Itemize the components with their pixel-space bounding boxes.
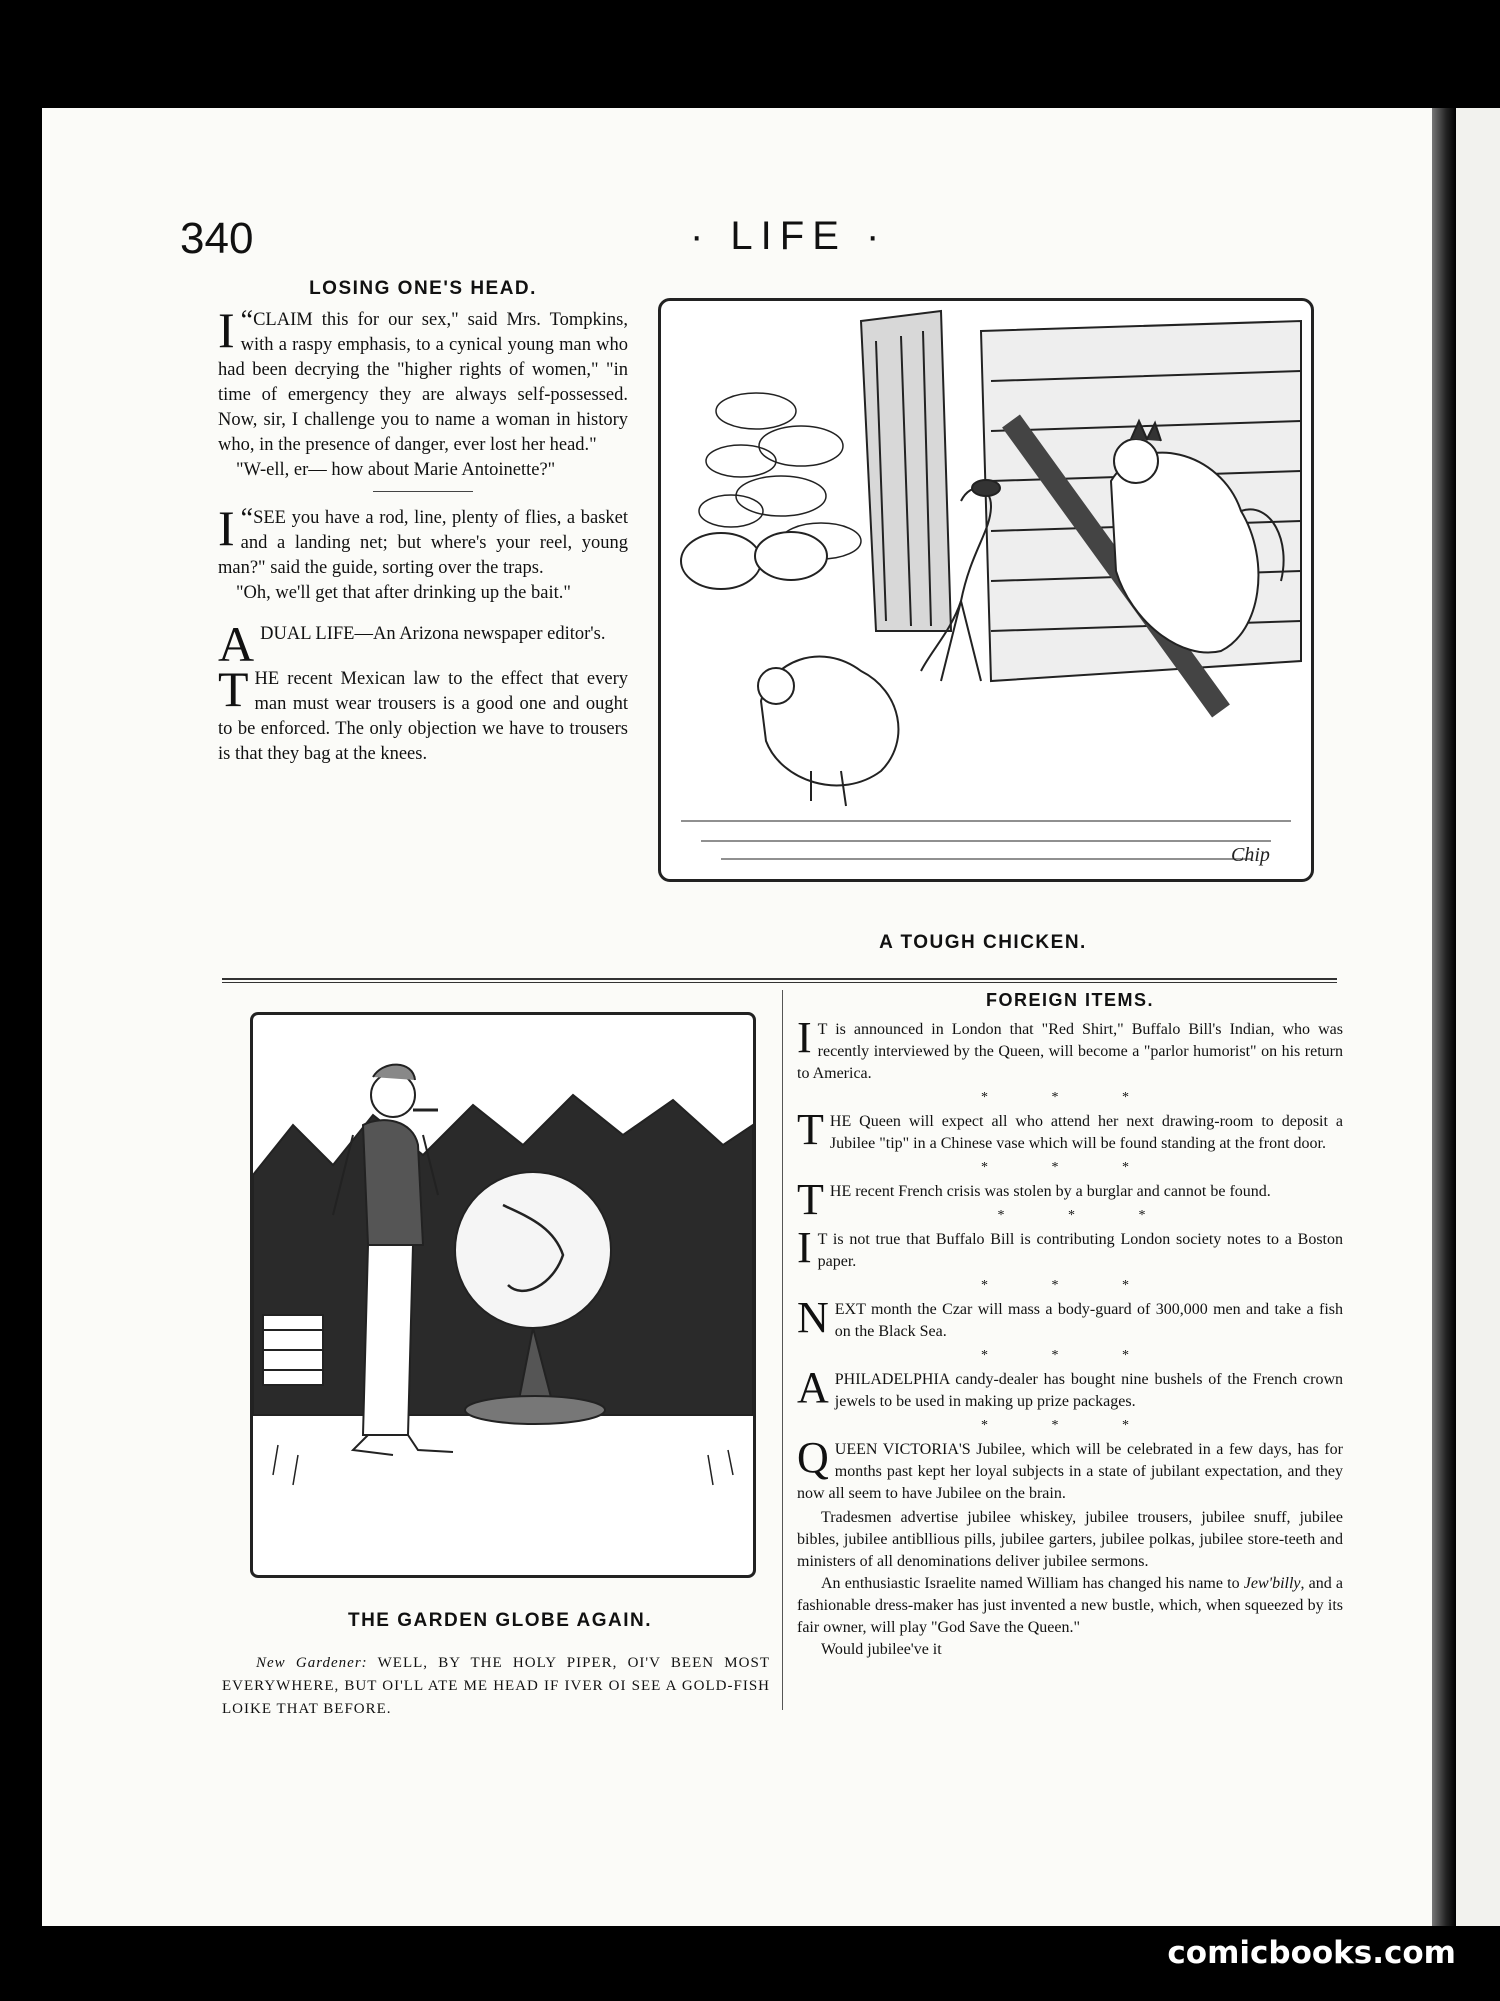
jewbilly-name: Jew'billy xyxy=(1243,1575,1301,1592)
column-divider xyxy=(782,990,783,1710)
drop-cap: N xyxy=(797,1293,829,1342)
artist-signature: Chip xyxy=(1231,844,1270,866)
open-quote: “ xyxy=(240,503,254,534)
foreign-items-list xyxy=(797,1013,1344,1661)
section-divider xyxy=(222,978,1337,983)
star-separator: * * * xyxy=(981,1348,1159,1363)
drop-cap: A xyxy=(218,616,255,672)
drop-cap: I xyxy=(218,302,235,358)
foreign-item xyxy=(797,1223,1343,1273)
drop-cap: T xyxy=(797,1105,824,1154)
losing-head-title: LOSING ONE'S HEAD. xyxy=(309,278,537,299)
israelite-text-b: , and a fashionable dress-maker has just invented a new bustle, which, when squeezed by its fair owner, will play "God Save the Queen." xyxy=(797,1575,1344,1636)
gardener-globe-illustration xyxy=(250,1012,756,1578)
foreign-item-text: PHILADELPHIA candy-dealer has bought nine bushels of the French crown jewels to be used in making up prize packages. xyxy=(834,1371,1343,1410)
tradesmen-paragraph: Tradesmen advertise jubilee whiskey, jubilee trousers, jubilee snuff, jubilee bibles, jubilee antibllious pills, jubilee garters, jubilee polkas, jubilee store-teeth and ministers of all denominations deliver jubilee sermons. xyxy=(797,1509,1343,1570)
foreign-item-text: HE Queen will expect all who attend her next drawing-room to deposit a Jubilee "tip" in a Chinese vase which will be found standing at the front door. xyxy=(829,1113,1343,1152)
losing-head-body xyxy=(218,302,628,483)
watermark: comicbooks.com xyxy=(1167,1935,1456,1971)
rooster-illustration xyxy=(658,298,1314,882)
reel-paragraph-2: "Oh, we'll get that after drinking up the bait." xyxy=(236,583,571,603)
drop-cap: T xyxy=(797,1175,824,1224)
foreign-item-text: HE recent French crisis was stolen by a burglar and cannot be found. xyxy=(829,1183,1271,1200)
foreign-item xyxy=(797,1293,1343,1343)
foreign-item-text: EXT month the Czar will mass a body-guard of 300,000 men and take a fish on the Black Sea. xyxy=(834,1301,1343,1340)
open-quote: “ xyxy=(240,305,254,336)
foreign-item xyxy=(797,1175,1343,1224)
star-separator: * * * xyxy=(981,1160,1159,1175)
drop-cap: I xyxy=(797,1013,812,1062)
foreign-items-title: FOREIGN ITEMS. xyxy=(985,990,1154,1010)
rooster-illustration-drawing xyxy=(661,301,1311,879)
garden-globe-caption xyxy=(222,1652,770,1721)
drop-cap: T xyxy=(218,661,249,717)
next-page-edge xyxy=(1456,108,1500,1926)
israelite-paragraph xyxy=(797,1573,1343,1639)
page-number: 340 xyxy=(180,214,254,263)
foreign-item-text: UEEN VICTORIA'S Jubilee, which will be celebrated in a few days, has for months past kept her loyal subjects in a state of jubilant expectation, and they now all seem to have Jubilee on the brain. xyxy=(797,1441,1343,1502)
foreign-item xyxy=(797,1363,1343,1413)
reel-paragraph-1: SEE you have a rod, line, plenty of flies, a basket and a landing net; but where's your reel, young man?" said the guide, sorting over the traps. xyxy=(218,508,628,578)
israelite-text-a: An enthusiastic Israelite named William has changed his name to xyxy=(821,1575,1240,1592)
losing-head-paragraph-1: CLAIM this for our sex," said Mrs. Tompkins, with a raspy emphasis, to a cynical young man who had been decrying the "higher rights of women," "in time of emergency they are always self-possessed. Now, sir, I challenge you to name a woman in history who, in the presence of danger, ever lost her head." xyxy=(218,310,628,455)
divider xyxy=(373,491,473,492)
gardener-globe-drawing xyxy=(253,1015,753,1575)
mexican-law-text: HE recent Mexican law to the effect that every man must wear trousers is a good one and ought to be enforced. The only objection we have to trousers is that they bag at the knees. xyxy=(218,669,628,764)
star-separator: * * * xyxy=(981,1090,1159,1105)
star-separator: * * * xyxy=(981,1418,1159,1433)
foreign-item-text: T is not true that Buffalo Bill is contributing London society notes to a Boston paper. xyxy=(817,1231,1343,1270)
drop-cap: Q xyxy=(797,1433,829,1482)
speaker-label: New Gardener: xyxy=(256,1655,368,1671)
foreign-item xyxy=(797,1013,1343,1085)
mexican-law-item xyxy=(218,661,628,767)
losing-head-paragraph-2: "W-ell, er— how about Marie Antoinette?" xyxy=(236,460,556,480)
dual-life-item xyxy=(218,616,628,672)
gardener-quote: WELL, BY THE HOLY PIPER, OI'V BEEN MOST EVERYWHERE, BUT OI'LL ATE ME HEAD IF IVER OI SEE A GOLD-FISH LOIKE THAT BEFORE. xyxy=(222,1655,770,1717)
garden-globe-title: THE GARDEN GLOBE AGAIN. xyxy=(347,1610,653,1631)
foreign-item xyxy=(797,1105,1343,1155)
tough-chicken-caption: A TOUGH CHICKEN. xyxy=(879,932,1087,953)
reel-article xyxy=(218,500,628,606)
closing-line: Would jubilee've it xyxy=(821,1641,942,1658)
foreign-items-column xyxy=(797,990,1343,1661)
foreign-item-text: T is announced in London that "Red Shirt," Buffalo Bill's Indian, who was recently interviewed by the Queen, will become a "parlor humorist" on his return to America. xyxy=(797,1021,1343,1082)
drop-cap: A xyxy=(797,1363,829,1412)
book-spine xyxy=(1432,108,1456,1926)
star-separator: * * * xyxy=(981,1278,1159,1293)
dual-life-text: DUAL LIFE—An Arizona newspaper editor's. xyxy=(260,624,606,644)
foreign-item xyxy=(797,1433,1343,1505)
masthead: · LIFE · xyxy=(690,214,888,258)
drop-cap: I xyxy=(797,1223,812,1272)
drop-cap: I xyxy=(218,500,235,556)
losing-head-article xyxy=(218,278,628,767)
star-separator: * * * xyxy=(997,1208,1176,1223)
